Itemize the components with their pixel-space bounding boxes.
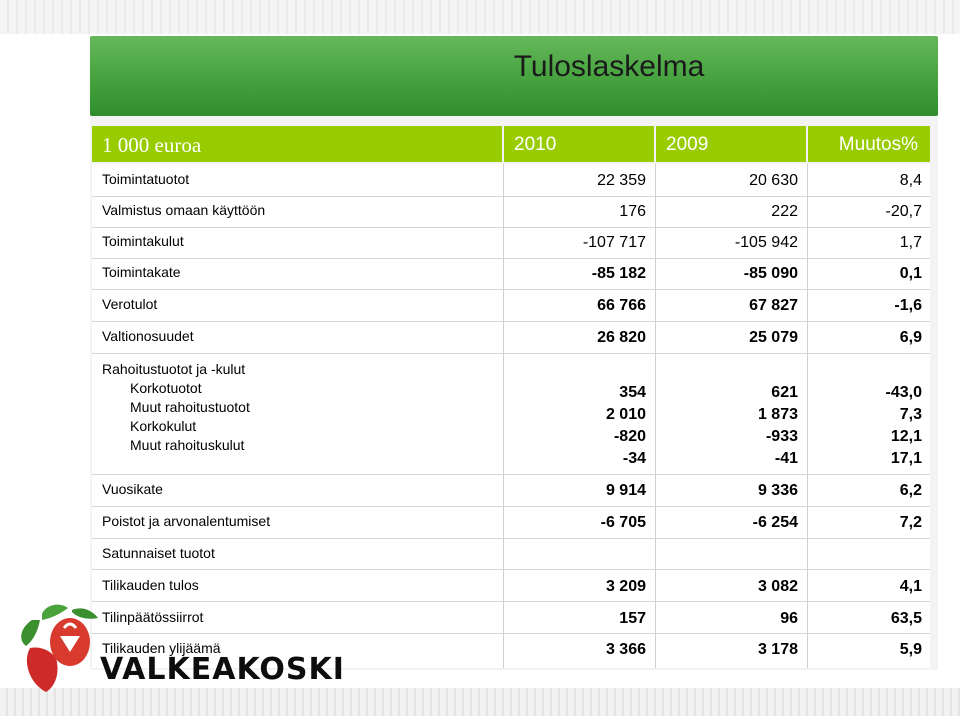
value-2009: 25 079 (749, 329, 798, 346)
financial-item-label: Muut rahoituskulut (130, 437, 245, 453)
header-2009-cell (656, 126, 806, 162)
row-label: Valtionosuudet (102, 328, 194, 344)
value-2010: -85 182 (591, 265, 646, 282)
background-stripes (0, 0, 960, 34)
row-label: Vuosikate (102, 481, 163, 497)
value-change: 17,1 (890, 450, 922, 467)
value-change: 6,9 (899, 329, 922, 346)
value-2009: -933 (765, 428, 798, 445)
value-change: 4,1 (899, 578, 922, 595)
header-unit-label: 1 000 euroa (102, 133, 202, 157)
financial-heading: Rahoitustuotot ja -kulut (102, 361, 246, 377)
row-label: Poistot ja arvonalentumiset (102, 513, 271, 529)
value-2009: -105 942 (734, 234, 798, 251)
value-2010: 22 359 (597, 172, 646, 189)
value-2010: 9 914 (605, 482, 646, 499)
title-banner (90, 36, 938, 116)
value-2010: 3 209 (605, 578, 646, 595)
value-change: 6,2 (899, 482, 922, 499)
row-label: Toimintakate (102, 264, 181, 280)
value-2010: 354 (619, 384, 646, 401)
row-label: Toimintatuotot (102, 171, 190, 187)
value-change: 7,3 (899, 406, 922, 423)
value-2009: 9 336 (757, 482, 798, 499)
row-divider (92, 196, 930, 197)
value-change: 0,1 (899, 265, 922, 282)
value-2009: 3 082 (757, 578, 798, 595)
value-2009: 222 (771, 203, 798, 220)
value-2009: 20 630 (749, 172, 798, 189)
value-2009: 1 873 (757, 406, 798, 423)
header-unit-cell (92, 126, 502, 162)
value-change: 7,2 (899, 514, 922, 531)
value-2009: 621 (771, 384, 798, 401)
financial-item-label: Muut rahoitustuotot (130, 399, 250, 415)
row-divider (92, 258, 930, 259)
value-2010: 176 (619, 203, 646, 220)
value-change: 5,9 (899, 641, 922, 658)
row-divider (92, 474, 930, 475)
value-2009: -6 254 (752, 514, 798, 531)
header-2010-label: 2010 (514, 134, 557, 155)
row-label: Verotulot (102, 296, 158, 312)
row-label: Valmistus omaan käyttöön (102, 202, 266, 218)
value-change: -43,0 (885, 384, 922, 401)
value-change: -20,7 (885, 203, 922, 220)
header-change-label: Muutos% (838, 134, 918, 155)
row-divider (92, 321, 930, 322)
value-2010: 157 (619, 610, 646, 627)
value-2009: 3 178 (757, 641, 798, 658)
row-divider (92, 227, 930, 228)
header-2010-cell (504, 126, 654, 162)
row-label: Tilinpäätössiirrot (102, 609, 204, 625)
row-divider (92, 353, 930, 354)
value-2009: -85 090 (743, 265, 798, 282)
row-divider (92, 569, 930, 570)
value-2010: 26 820 (597, 329, 646, 346)
value-change: 8,4 (899, 172, 922, 189)
value-2010: 3 366 (605, 641, 646, 658)
value-2009: 67 827 (749, 297, 798, 314)
financial-item-label: Korkokulut (130, 418, 197, 434)
row-divider (92, 538, 930, 539)
value-2010: -6 705 (600, 514, 646, 531)
row-label: Tilikauden ylijäämä (102, 640, 221, 656)
value-2010: -34 (622, 450, 646, 467)
value-2009: 96 (780, 610, 798, 627)
value-change: 12,1 (890, 428, 922, 445)
row-label: Tilikauden tulos (102, 577, 199, 593)
value-2009: -41 (774, 450, 798, 467)
value-2010: 2 010 (605, 406, 646, 423)
row-divider (92, 506, 930, 507)
row-label: Satunnaiset tuotot (102, 545, 215, 561)
header-change-cell (808, 126, 930, 162)
financial-item-label: Korkotuotot (130, 380, 202, 396)
value-change: 1,7 (899, 234, 922, 251)
logo-text: VALKEAKOSKI (100, 652, 345, 687)
header-2009-label: 2009 (666, 134, 709, 155)
value-2010: 66 766 (597, 297, 646, 314)
value-2010: -107 717 (582, 234, 646, 251)
value-change: 63,5 (890, 610, 922, 627)
row-label: Toimintakulut (102, 233, 184, 249)
value-change: -1,6 (894, 297, 922, 314)
row-divider (92, 289, 930, 290)
page-title: Tuloslaskelma (513, 50, 705, 83)
value-2010: -820 (613, 428, 646, 445)
